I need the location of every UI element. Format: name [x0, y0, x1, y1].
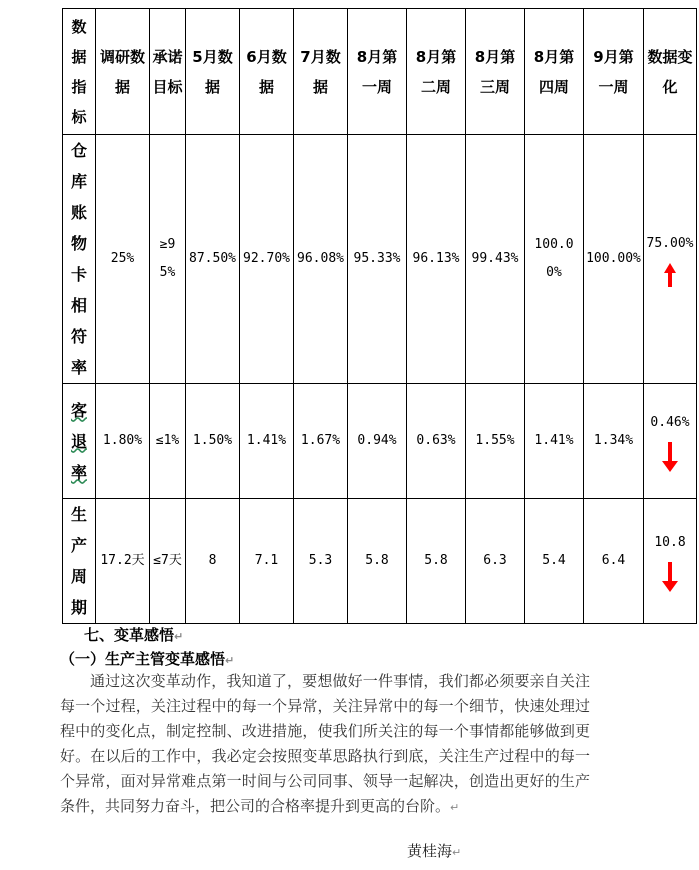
header-cell: 数据指标: [63, 9, 96, 135]
data-cell: 1.67%: [294, 384, 348, 499]
table-row: [63, 135, 697, 384]
research-value: 25%: [96, 135, 150, 384]
research-value: 1.80%: [96, 384, 150, 499]
data-cell: 6.3: [466, 499, 525, 624]
header-cell: 数据变化: [644, 9, 697, 135]
research-value: 17.2天: [96, 499, 150, 624]
table-row: [63, 384, 697, 499]
data-cell: 92.70%: [240, 135, 294, 384]
body-paragraph: 通过这次变革动作，我知道了，要想做好一件事情，我们都必须要亲自关注每一个过程，关注过程中的每一个异常，关注异常中的每一个细节，快速处理过程中的变化点，制定控制、改进措施，使我们所关注的每一个事情都能够做到更好。在以后的工作中，我必定会按照变革思路执行到底，关注生产过程中的每一个异常，面对异常难点第一时间与公司同事、领导一起解决，创造出更好的生产条件，共同努力奋斗，把公司的合格率提升到更高的台阶。↵: [60, 672, 590, 815]
header-cell: 8月第四周: [525, 9, 584, 135]
change-value: 75.00%: [646, 236, 694, 251]
header-cell: 6月数据: [240, 9, 294, 135]
change-cell: [644, 135, 697, 384]
data-cell: 96.13%: [407, 135, 466, 384]
row-label: 仓库账物卡相符率: [63, 135, 96, 384]
data-cell: 1.34%: [584, 384, 644, 499]
kpi-table: [62, 8, 697, 624]
arrow-down-icon: [661, 441, 679, 473]
row-label: 生产周期: [63, 499, 96, 624]
header-row: [63, 9, 697, 135]
header-cell: 7月数据: [294, 9, 348, 135]
change-value: 10.8: [654, 535, 686, 550]
change-cell: [644, 499, 697, 624]
data-cell: 5.4: [525, 499, 584, 624]
data-cell: 5.3: [294, 499, 348, 624]
header-cell: 8月第三周: [466, 9, 525, 135]
header-cell: 调研数据: [96, 9, 150, 135]
header-cell: 承诺目标: [150, 9, 186, 135]
data-cell: 99.43%: [466, 135, 525, 384]
header-cell: 5月数据: [186, 9, 240, 135]
data-cell: 8: [186, 499, 240, 624]
header-cell: 8月第一周: [348, 9, 407, 135]
data-cell: 1.41%: [525, 384, 584, 499]
data-cell: 95.33%: [348, 135, 407, 384]
section-subheading: （一）生产主管变革感悟↵: [60, 650, 235, 668]
section-heading: 七、变革感悟↵: [84, 626, 184, 644]
arrow-down-icon: [661, 561, 679, 593]
target-value: ≤1%: [150, 384, 186, 499]
data-cell: 100.00%: [584, 135, 644, 384]
data-cell: 0.94%: [348, 384, 407, 499]
data-cell: 7.1: [240, 499, 294, 624]
target-value: ≤7天: [150, 499, 186, 624]
data-cell: 5.8: [407, 499, 466, 624]
header-cell: 8月第二周: [407, 9, 466, 135]
data-cell: 1.41%: [240, 384, 294, 499]
arrow-up-icon: [663, 262, 677, 288]
data-cell: 1.50%: [186, 384, 240, 499]
row-label: 客退率: [63, 384, 96, 499]
data-cell: 87.50%: [186, 135, 240, 384]
data-cell: 100.00%: [525, 135, 584, 384]
signature: 黄桂海↵: [407, 842, 462, 860]
data-cell: 0.63%: [407, 384, 466, 499]
data-cell: 96.08%: [294, 135, 348, 384]
data-cell: 1.55%: [466, 384, 525, 499]
data-cell: 6.4: [584, 499, 644, 624]
change-value: 0.46%: [650, 415, 690, 430]
table-row: [63, 499, 697, 624]
change-cell: [644, 384, 697, 499]
header-cell: 9月第一周: [584, 9, 644, 135]
target-value: ≥95%: [150, 135, 186, 384]
data-cell: 5.8: [348, 499, 407, 624]
